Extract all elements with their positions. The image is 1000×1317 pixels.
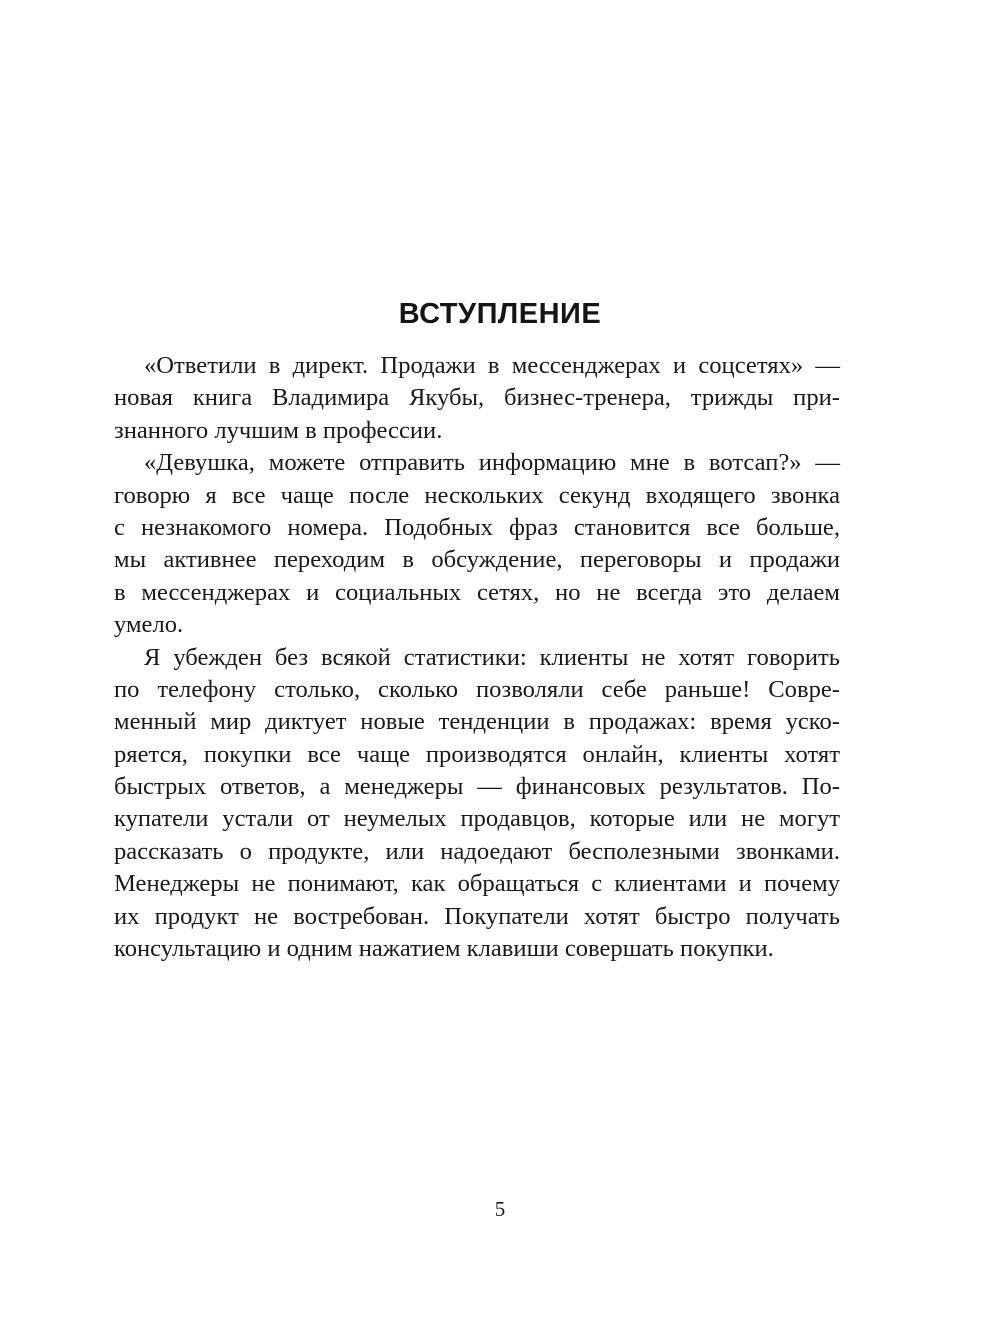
text-line: знанного лучшим в профессии. (114, 416, 443, 444)
text-line: менный мир диктует новые тенденции в продажах: время уско- (114, 708, 840, 736)
text-line: говорю я все чаще после нескольких секунд входящего звонка (114, 481, 840, 509)
text-line: умело. (114, 611, 184, 639)
text-line: ряется, покупки все чаще производятся онлайн, клиенты хотят (114, 740, 840, 768)
text-line: мы активнее переходим в обсуждение, переговоры и продажи (114, 546, 840, 574)
text-line: новая книга Владимира Якубы, бизнес-тренера, трижды при- (114, 384, 840, 412)
text-line: Менеджеры не понимают, как обращаться с клиентами и почему (114, 870, 840, 898)
text-line: «Ответили в директ. Продажи в мессенджерах и соцсетях» — (144, 352, 840, 379)
page-number: 5 (494, 1197, 506, 1221)
text-line: их продукт не востребован. Покупатели хотят быстро получать (114, 902, 840, 930)
chapter-title: ВСТУПЛЕНИЕ (398, 298, 602, 330)
text-line: купатели устали от неумелых продавцов, которые или не могут (114, 805, 840, 833)
text-line: с незнакомого номера. Подобных фраз становится все больше, (114, 513, 840, 541)
text-line: «Девушка, можете отправить информацию мне в вотсап?» — (144, 449, 840, 477)
text-line: по телефону столько, сколько позволяли себе раньше! Совре- (114, 675, 840, 703)
body-text (114, 350, 840, 965)
text-line: в мессенджерах и социальных сетях, но не всегда это делаем (114, 578, 840, 606)
paragraph-2 (114, 447, 840, 641)
text-line: рассказать о продукте, или надоедают бесполезными звонками. (114, 837, 840, 865)
text-line: консультацию и одним нажатием клавиши совершать покупки. (114, 935, 774, 963)
text-line: быстрых ответов, а менеджеры — финансовых результатов. По- (114, 773, 840, 801)
paragraph-3 (114, 642, 840, 966)
paragraph-1 (114, 350, 840, 447)
text-line: Я убежден без всякой статистики: клиенты не хотят говорить (144, 643, 840, 671)
